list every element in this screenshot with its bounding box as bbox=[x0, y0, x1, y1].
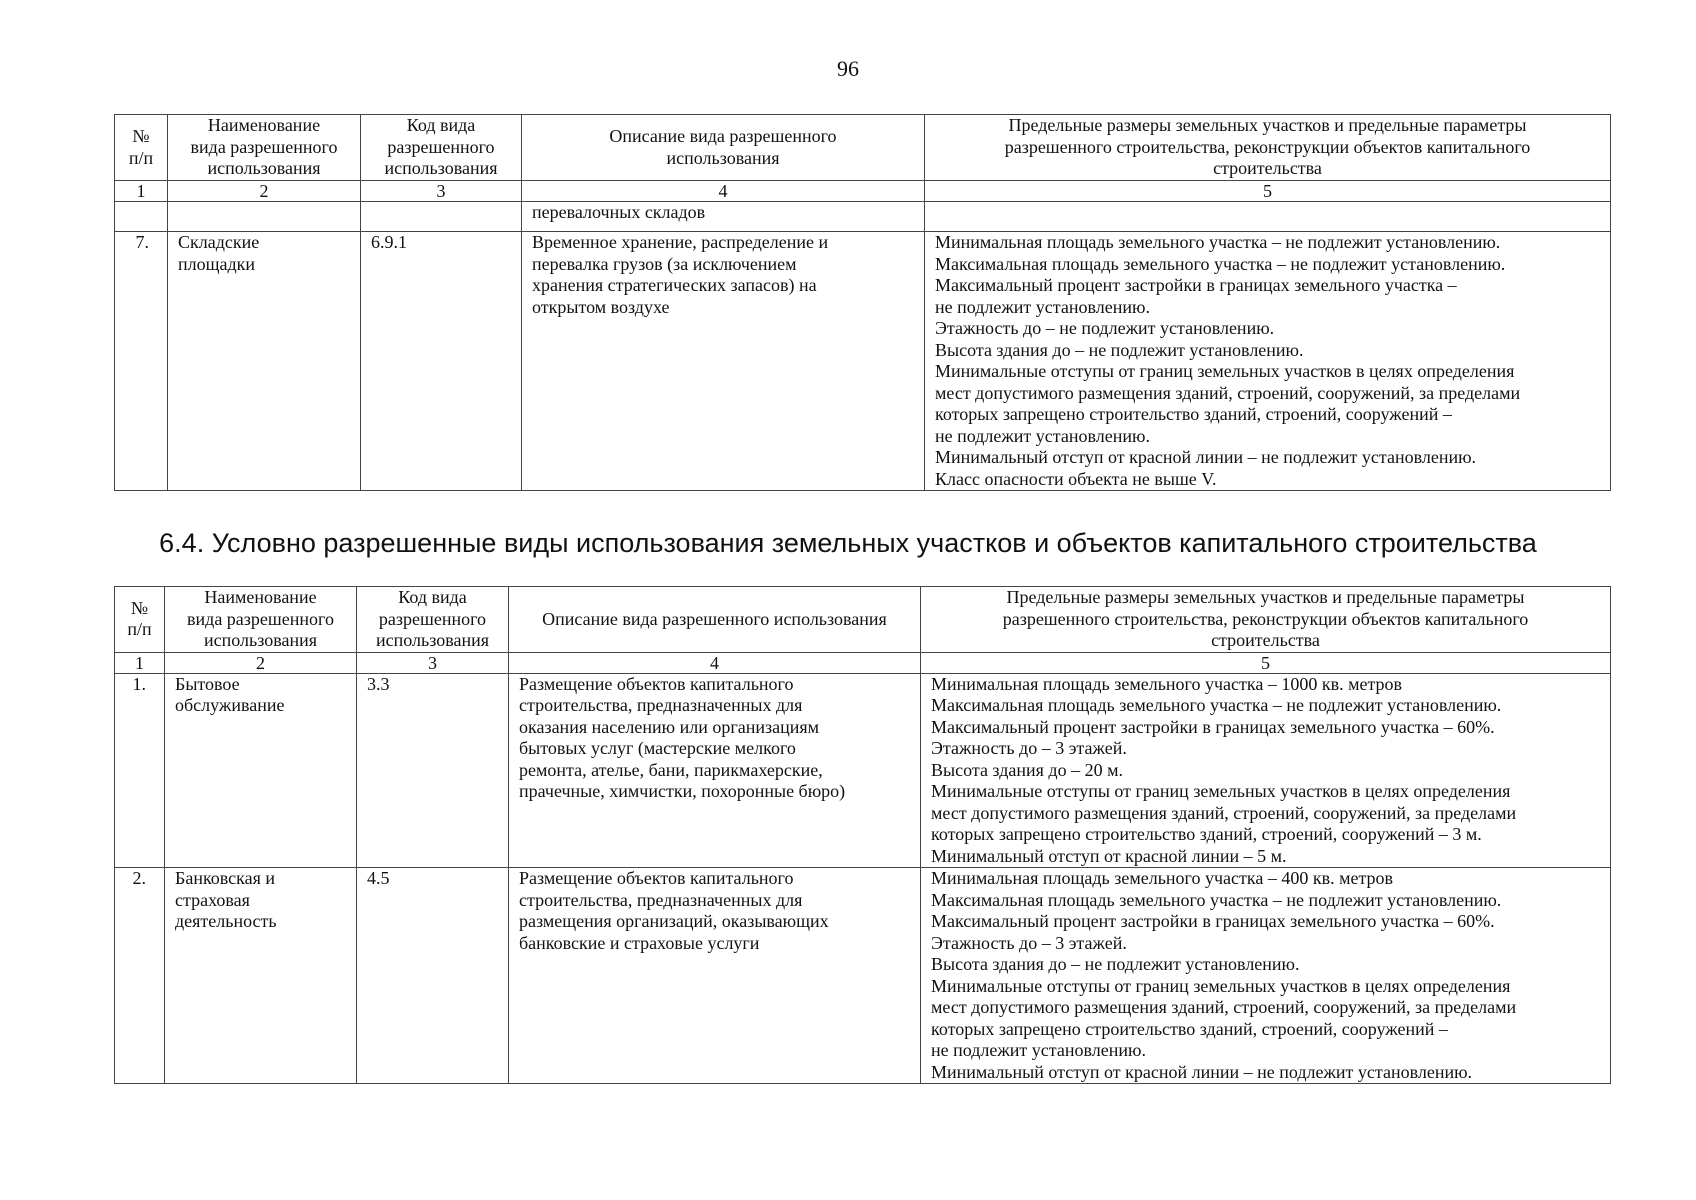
text-line: строительства bbox=[1213, 158, 1322, 179]
text-line: Максимальная площадь земельного участка – не подлежит установлению. bbox=[935, 253, 1506, 274]
use-name bbox=[165, 868, 357, 1084]
use-code: 4.5 bbox=[357, 868, 509, 1084]
text-line: которых запрещено строительство зданий, строений, сооружений – 3 м. bbox=[931, 824, 1482, 844]
section-heading: 6.4. Условно разрешенные виды использования земельных участков и объектов капитального строительства bbox=[159, 528, 1537, 558]
text-line: Минимальная площадь земельного участка – 1000 кв. метров bbox=[931, 673, 1403, 694]
column-index: 3 bbox=[357, 652, 509, 673]
text-line: п/п bbox=[127, 619, 152, 640]
text-line: Предельные размеры земельных участков и предельные параметры bbox=[1008, 115, 1527, 136]
text-line: оказания населению или организациям bbox=[519, 716, 820, 737]
text-line: п/п bbox=[128, 147, 154, 168]
text-line: использования bbox=[207, 158, 321, 179]
text-line: бытовых услуг (мастерские мелкого bbox=[519, 738, 796, 758]
use-parameters bbox=[925, 232, 1611, 491]
text-line: Этажность до – 3 этажей. bbox=[931, 932, 1127, 953]
header-number bbox=[115, 115, 168, 181]
header-name bbox=[168, 115, 361, 181]
text-line: вида разрешенного bbox=[190, 136, 338, 157]
use-description bbox=[522, 202, 925, 232]
text-line: Класс опасности объекта не выше V. bbox=[935, 468, 1217, 489]
text-line: Описание вида разрешенного использования bbox=[542, 608, 887, 629]
column-index: 4 bbox=[509, 652, 921, 673]
header-description bbox=[522, 115, 925, 181]
text-line: Временное хранение, распределение и bbox=[532, 232, 829, 252]
column-index: 2 bbox=[168, 181, 361, 202]
table-row bbox=[115, 868, 1611, 1084]
text-line: разрешенного строительства, реконструкции объектов капитального bbox=[1002, 608, 1529, 629]
header-parameters bbox=[921, 587, 1611, 653]
text-line: разрешенного строительства, реконструкции объектов капитального bbox=[1004, 136, 1531, 157]
text-line: Максимальная площадь земельного участка – не подлежит установлению. bbox=[931, 695, 1502, 715]
table-row bbox=[115, 673, 1611, 868]
text-line: использования bbox=[384, 158, 498, 179]
use-parameters bbox=[921, 868, 1611, 1084]
text-line: Высота здания до – 20 м. bbox=[931, 759, 1123, 780]
use-description bbox=[509, 673, 921, 868]
page-number: 96 bbox=[837, 56, 859, 81]
text-line: деятельность bbox=[175, 911, 277, 931]
text-line: не подлежит установлению. bbox=[931, 1040, 1146, 1060]
text-line: строительства, предназначенных для bbox=[519, 695, 803, 715]
row-number: 2. bbox=[115, 868, 165, 1084]
text-line: банковские и страховые услуги bbox=[519, 932, 760, 953]
text-line: Размещение объектов капитального bbox=[519, 673, 794, 694]
use-name bbox=[168, 232, 361, 491]
text-line: использования bbox=[666, 147, 780, 168]
text-line: Код вида bbox=[406, 115, 476, 136]
text-line: Максимальный процент застройки в границах земельного участка – 60%. bbox=[931, 911, 1495, 931]
text-line: Предельные размеры земельных участков и предельные параметры bbox=[1006, 587, 1525, 607]
column-index: 2 bbox=[165, 652, 357, 673]
row-number bbox=[115, 202, 168, 232]
use-parameters bbox=[921, 673, 1611, 868]
text-line: Максимальный процент застройки в границах земельного участка – bbox=[935, 275, 1457, 295]
text-line: которых запрещено строительство зданий, строений, сооружений – bbox=[935, 404, 1452, 424]
text-line: Минимальный отступ от красной линии – не подлежит установлению. bbox=[931, 1061, 1473, 1082]
column-index-row bbox=[115, 181, 1611, 202]
text-line: Максимальный процент застройки в границах земельного участка – 60%. bbox=[931, 716, 1495, 737]
text-line: мест допустимого размещения зданий, строений, сооружений, за пределами bbox=[935, 382, 1521, 403]
text-line: мест допустимого размещения зданий, строений, сооружений, за пределами bbox=[931, 802, 1517, 823]
header-code bbox=[361, 115, 522, 181]
text-line: Этажность до – 3 этажей. bbox=[931, 738, 1127, 758]
text-line: не подлежит установлению. bbox=[935, 296, 1150, 317]
text-line: строительства bbox=[1211, 630, 1320, 650]
text-line: площадки bbox=[178, 253, 256, 274]
text-line: Максимальная площадь земельного участка – не подлежит установлению. bbox=[931, 889, 1502, 910]
text-line: Код вида bbox=[398, 587, 467, 607]
text-line: Минимальные отступы от границ земельных участков в целях определения bbox=[931, 975, 1511, 996]
text-line: Бытовое bbox=[175, 673, 240, 694]
use-name bbox=[168, 202, 361, 232]
text-line: прачечные, химчистки, похоронные бюро) bbox=[519, 781, 846, 801]
text-line: не подлежит установлению. bbox=[935, 425, 1150, 446]
permitted-use-table-main bbox=[114, 114, 1611, 491]
text-line: Минимальная площадь земельного участка – не подлежит установлению. bbox=[935, 232, 1501, 252]
text-line: разрешенного bbox=[387, 136, 495, 157]
header-description bbox=[509, 587, 921, 653]
text-line: Наименование bbox=[207, 115, 321, 136]
text-line: Наименование bbox=[204, 587, 317, 607]
text-line: Минимальная площадь земельного участка – 400 кв. метров bbox=[931, 868, 1394, 888]
column-index: 5 bbox=[921, 652, 1611, 673]
use-name bbox=[165, 673, 357, 868]
text-line: Минимальный отступ от красной линии – 5 м. bbox=[931, 845, 1287, 866]
table-header-row bbox=[115, 587, 1611, 653]
text-line: № bbox=[130, 597, 149, 618]
text-line: Банковская и bbox=[175, 868, 276, 888]
header-code bbox=[357, 587, 509, 653]
text-line: страховая bbox=[175, 889, 250, 910]
column-index: 5 bbox=[925, 181, 1611, 202]
text-line: Размещение объектов капитального bbox=[519, 868, 794, 888]
text-line: обслуживание bbox=[175, 695, 285, 715]
column-index: 3 bbox=[361, 181, 522, 202]
conditional-use-table bbox=[114, 586, 1611, 1084]
use-description bbox=[509, 868, 921, 1084]
column-index: 1 bbox=[115, 652, 165, 673]
text-line: которых запрещено строительство зданий, строений, сооружений – bbox=[931, 1018, 1448, 1039]
text-line: размещения организаций, оказывающих bbox=[519, 911, 829, 931]
table-header-row bbox=[115, 115, 1611, 181]
use-code: 6.9.1 bbox=[361, 232, 522, 491]
column-index: 4 bbox=[522, 181, 925, 202]
text-line: перевалка грузов (за исключением bbox=[532, 253, 797, 274]
header-number bbox=[115, 587, 165, 653]
text-line: Складские bbox=[178, 232, 260, 252]
row-number: 1. bbox=[115, 673, 165, 868]
text-line: Этажность до – не подлежит установлению. bbox=[935, 318, 1275, 338]
text-line: открытом воздухе bbox=[532, 296, 670, 317]
text-line: Минимальные отступы от границ земельных участков в целях определения bbox=[931, 781, 1511, 801]
text-line: вида разрешенного bbox=[187, 608, 334, 629]
use-parameters bbox=[925, 202, 1611, 232]
text-line: разрешенного bbox=[378, 608, 487, 629]
text-line: использования bbox=[203, 630, 317, 650]
column-index: 1 bbox=[115, 181, 168, 202]
use-code: 3.3 bbox=[357, 673, 509, 868]
text-line: Высота здания до – не подлежит установлению. bbox=[935, 339, 1304, 360]
text-line: перевалочных складов bbox=[532, 202, 706, 222]
text-line: Минимальный отступ от красной линии – не подлежит установлению. bbox=[935, 447, 1477, 467]
text-line: мест допустимого размещения зданий, строений, сооружений, за пределами bbox=[931, 997, 1517, 1017]
text-line: использования bbox=[375, 630, 489, 650]
header-parameters bbox=[925, 115, 1611, 181]
text-line: хранения стратегических запасов) на bbox=[532, 275, 817, 295]
header-name bbox=[165, 587, 357, 653]
text-line: строительства, предназначенных для bbox=[519, 889, 803, 910]
table-row bbox=[115, 232, 1611, 491]
column-index-row bbox=[115, 652, 1611, 673]
use-code bbox=[361, 202, 522, 232]
text-line: Описание вида разрешенного bbox=[609, 126, 837, 146]
text-line: ремонта, ателье, бани, парикмахерские, bbox=[519, 759, 823, 780]
text-line: Высота здания до – не подлежит установлению. bbox=[931, 954, 1300, 974]
use-description bbox=[522, 232, 925, 491]
row-number: 7. bbox=[115, 232, 168, 491]
text-line: Минимальные отступы от границ земельных участков в целях определения bbox=[935, 361, 1515, 381]
table-row bbox=[115, 202, 1611, 232]
text-line: № bbox=[132, 126, 150, 146]
